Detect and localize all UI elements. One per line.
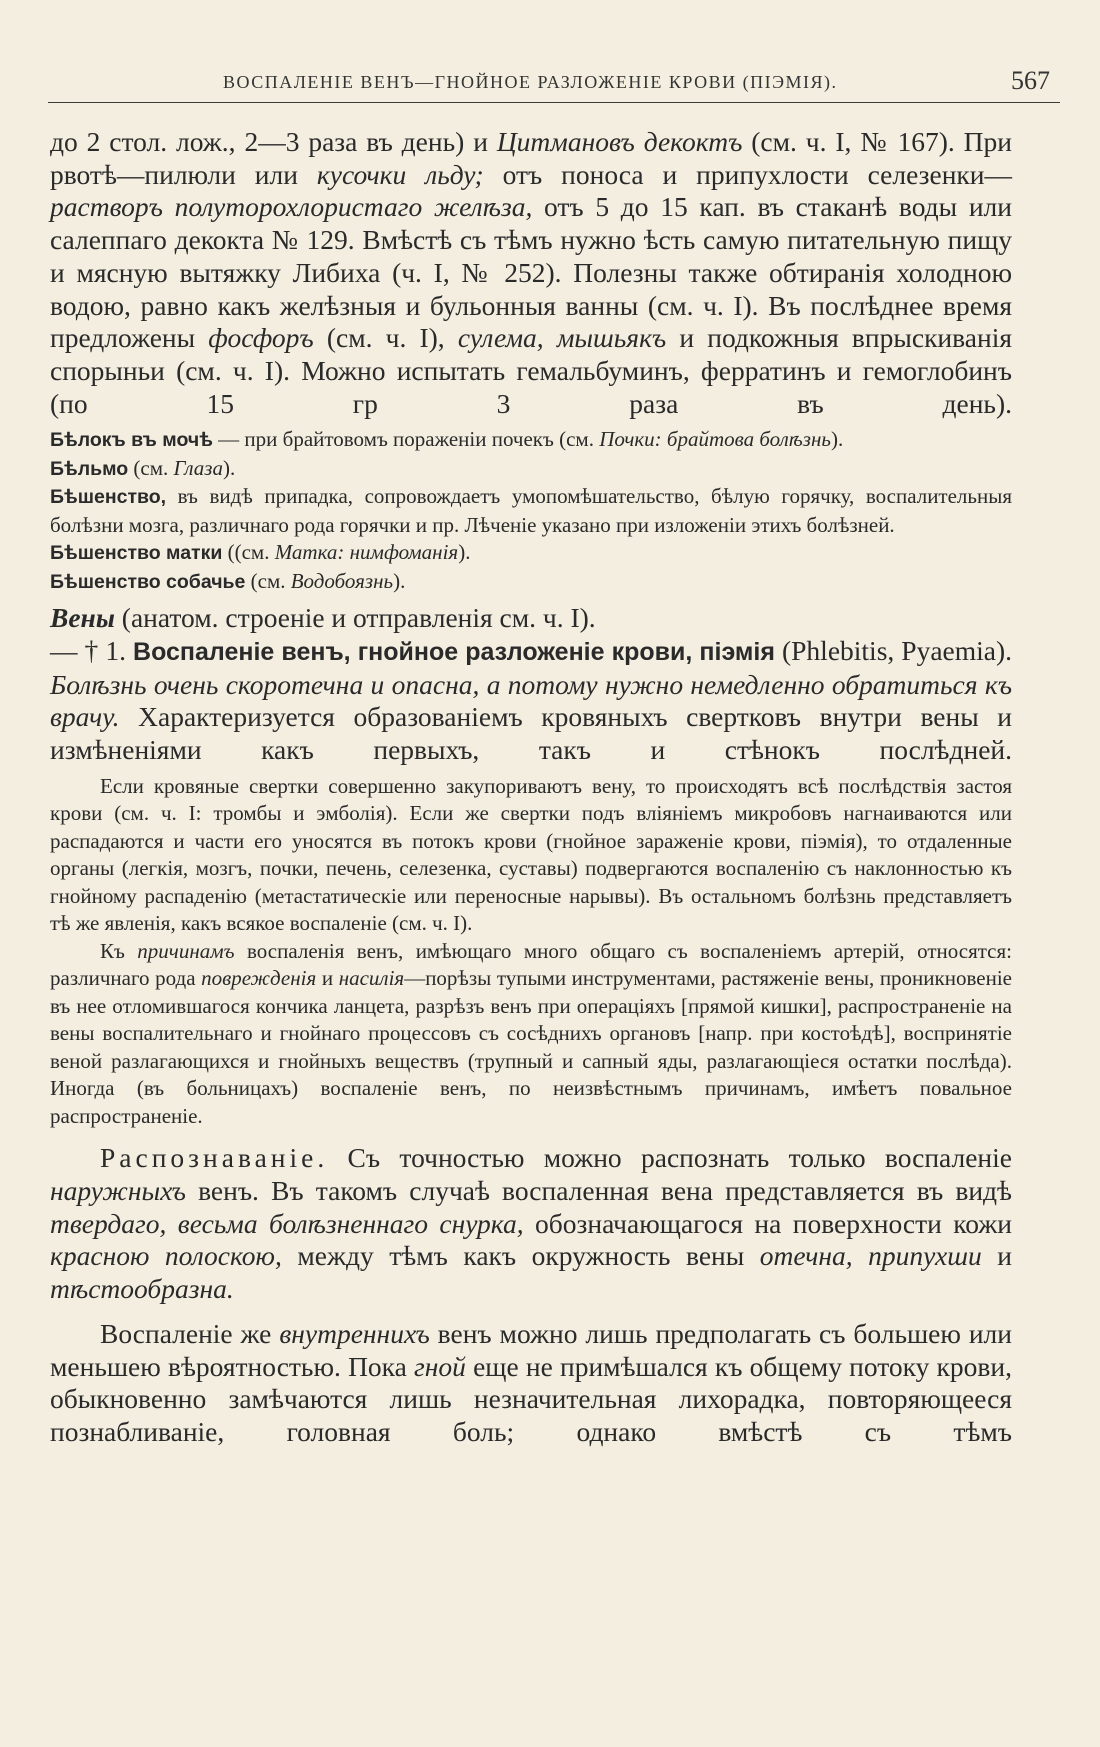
text-run: (см. ч. I), bbox=[313, 322, 458, 354]
paragraph-treatment-continued bbox=[50, 126, 1012, 420]
section-heading-veny bbox=[50, 602, 1012, 635]
text-run-italic: твердаго, весьма болѣзненнаго снурка, bbox=[50, 1207, 524, 1239]
text-run: обозначающагося на поверхности кожи bbox=[523, 1207, 1012, 1239]
paragraph-clots bbox=[50, 773, 1012, 938]
body-text bbox=[50, 126, 1012, 1449]
paragraph-internal-veins bbox=[50, 1318, 1012, 1449]
text-run: — при брайтовомъ пораженіи почекъ (см. bbox=[212, 427, 600, 452]
text-run: Характеризуется образованіемъ кровяныхъ свертковъ внутри вены и измѣненіями какъ первыхъ, такъ и стѣнокъ послѣдней. bbox=[50, 701, 1012, 766]
text-run: ). bbox=[458, 540, 471, 565]
text-run-italic: наружныхъ bbox=[50, 1175, 186, 1207]
text-run-italic: тѣстообразна. bbox=[50, 1273, 234, 1305]
cross-reference: Глаза bbox=[173, 455, 223, 480]
entry-beshenstvo-matki bbox=[50, 539, 1012, 568]
text-run: (см. bbox=[245, 568, 291, 593]
paragraph-diagnosis bbox=[50, 1142, 1012, 1306]
text-run: еще не примѣшался къ общему потоку крови, обыкновенно замѣчаются лишь незначительная лихорадка, повторяющееся познабливаніе, головная боль; однако вмѣстѣ съ тѣмъ bbox=[50, 1350, 1012, 1447]
article-phlebitis bbox=[50, 635, 1012, 767]
text-run-italic: красною полоскою, bbox=[50, 1240, 282, 1272]
entry-term: Бѣльмо bbox=[50, 457, 129, 480]
entry-beshenstvo-sobachye bbox=[50, 568, 1012, 597]
text-run: (анатом. строеніе и отправленія см. ч. I). bbox=[114, 602, 596, 634]
text-run: Воспаленіе же bbox=[100, 1317, 280, 1349]
text-run-italic: поврежденія bbox=[201, 966, 317, 991]
text-run-italic: растворъ полуторохлористаго желѣза, bbox=[50, 191, 533, 223]
warning-text: Болѣзнь очень скоротечна и опасна, а потому нужно немедленно обратиться къ врачу. bbox=[50, 668, 1012, 733]
text-run-italic: гной bbox=[414, 1350, 466, 1382]
text-run-italic: причинамъ bbox=[137, 938, 235, 963]
cross-reference: Матка: нимфоманія bbox=[274, 540, 459, 565]
text-run: (Phlebitis, Pyaemia). bbox=[774, 635, 1012, 667]
text-run: (см. ч. I, № 167). При рвотѣ—пилюли или bbox=[50, 126, 1012, 190]
text-run-italic: фосфоръ bbox=[208, 322, 314, 354]
article-title: Воспаленіе венъ, гнойное разложеніе крови, піэмія bbox=[133, 638, 775, 667]
text-run: (см. bbox=[128, 455, 174, 480]
text-run-italic: сулема, мышьякъ bbox=[457, 322, 667, 354]
text-run: отъ поноса и припухлости селезенки— bbox=[483, 158, 1013, 190]
text-run: между тѣмъ какъ окружность вены bbox=[281, 1240, 760, 1272]
running-header-title: ВОСПАЛЕНІЕ ВЕНЪ—ГНОЙНОЕ РАЗЛОЖЕНІЕ КРОВИ (ПІЭМІЯ). bbox=[223, 72, 838, 92]
text-run: венъ можно лишь предполагать съ большею или меньшею вѣроятностью. Пока bbox=[50, 1317, 1012, 1382]
text-run: и подкожныя впрыскиванія спорыньи (см. ч. I). Можно испытать гемальбуминъ, ферратинъ и гемоглобинъ (по 15 гр 3 раза въ день). bbox=[50, 322, 1012, 419]
paragraph-causes bbox=[50, 938, 1012, 1131]
text-run: венъ. Въ такомъ случаѣ воспаленная вена представляется въ видѣ bbox=[185, 1175, 1012, 1207]
entry-belmo bbox=[50, 455, 1012, 484]
text-run-italic: насилія bbox=[338, 966, 405, 991]
text-run-italic: внутреннихъ bbox=[279, 1317, 430, 1349]
text-run: Если кровяные свертки совершенно закупориваютъ вену, то происходятъ всѣ послѣдствія застоя крови (см. ч. I: тромбы и эмболія). Если же свертки подъ вліяніемъ микробовъ нагнаиваются или распадаются и части его уносятся въ потокъ крови (гнойное зараженіе крови, піэмія), то отдаленные органы (легкія, мозгъ, почки, печень, селезенка, суставы) подвергаются воспаленію съ наклонностью къ гнойному распаденію (метастатическіе или переносные нарывы). Въ остальномъ болѣзнь представляетъ тѣ же явленія, какъ всякое воспаленіе (см. ч. I). bbox=[50, 773, 1012, 936]
entry-beshenstvo bbox=[50, 483, 1012, 539]
cross-reference: Водобоязнь bbox=[290, 568, 394, 593]
text-run-italic: Цитмановъ декоктъ bbox=[496, 126, 743, 157]
entry-term: Бѣшенство собачье bbox=[50, 570, 246, 593]
entry-term: Бѣшенство, bbox=[50, 486, 167, 509]
text-run: до 2 стол. лож., 2—3 раза въ день) и bbox=[50, 126, 497, 157]
page-number: 567 bbox=[1011, 66, 1050, 95]
text-run: Съ точностью можно распознать только воспаленіе bbox=[328, 1142, 1012, 1174]
running-header bbox=[48, 62, 1060, 103]
text-run: ). bbox=[830, 427, 844, 452]
entry-term: Бѣшенство матки bbox=[50, 542, 223, 565]
text-run: и bbox=[316, 966, 339, 991]
section-term: Вены bbox=[50, 602, 115, 634]
cross-reference: Почки: брайтова болѣзнь bbox=[599, 427, 831, 452]
text-run: воспаленія венъ, имѣющаго много общаго съ воспаленіемъ артерій, относятся: различнаго рода bbox=[50, 938, 1012, 991]
text-run: ((см. bbox=[222, 540, 275, 565]
text-run: Къ bbox=[100, 938, 138, 963]
entry-term: Бѣлокъ въ мочѣ bbox=[50, 429, 213, 452]
subsection-term: Распознаваніе. bbox=[100, 1142, 329, 1174]
text-run: отъ 5 до 15 кап. въ стаканѣ воды или салеппаго декокта № 129. Вмѣстѣ съ тѣмъ нужно ѣсть самую питательную пищу и мясную вытяжку Либиха (ч. I, № 252). Полезны также обтиранія холодною водою, равно какъ желѣзныя и бульонныя ванны (см. ч. I). Въ послѣднее время предложены bbox=[50, 191, 1012, 354]
text-run: — † 1. bbox=[50, 635, 134, 667]
text-run: въ видѣ припадка, сопровождаетъ умопомѣшательство, бѣлую горячку, воспалительныя болѣзни мозга, различнаго рода горячки и пр. Лѣченіе указано при изложеніи этихъ болѣзней. bbox=[50, 484, 1012, 537]
text-run: ). bbox=[222, 455, 236, 480]
entry-belok-v-moche bbox=[50, 426, 1012, 455]
text-run-italic: кусочки льду; bbox=[316, 158, 484, 190]
text-run: и bbox=[981, 1240, 1012, 1272]
text-run: —порѣзы тупыми инструментами, растяженіе вены, проникновеніе въ нее отломившагося кончика ланцета, разрѣзъ венъ при операціяхъ [прямой кишки], распространеніе на вены воспалительнаго и гнойнаго процессовъ съ сосѣднихъ органовъ [напр. при костоѣдѣ], воспринятіе веной разлагающихся и гнойныхъ веществъ (трупный и сапный яды, разлагающіеся остатки послѣда). Иногда (въ больницахъ) воспаленіе венъ, по неизвѣстнымъ причинамъ, имѣетъ повальное распространеніе. bbox=[50, 966, 1012, 1128]
text-run: ). bbox=[393, 568, 406, 593]
text-run-italic: отечна, припухши bbox=[759, 1240, 982, 1272]
